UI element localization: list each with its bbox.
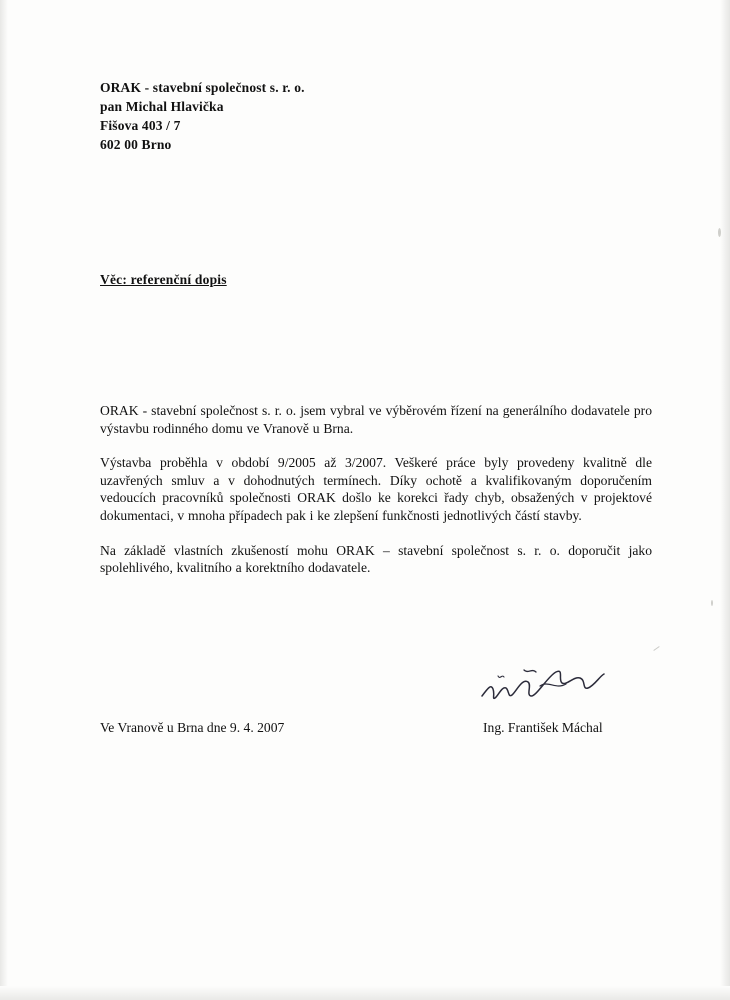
scan-speck	[711, 600, 713, 606]
addressee-line: pan Michal Hlavička	[100, 99, 224, 114]
body-paragraph: Na základě vlastních zkušeností mohu ORAK – stavební společnost s. r. o. doporučit jako spolehlivého, kvalitního a korektního dodavatele.	[100, 542, 652, 576]
addressee-line: ORAK - stavební společnost s. r. o.	[100, 80, 305, 95]
subject-line: Věc: referenční dopis	[100, 272, 227, 287]
body-paragraph: Výstavba proběhla v období 9/2005 až 3/2007. Veškeré práce byly provedeny kvalitně dle uzavřených smluv a v dohodnutých termínech. Díky ochotě a kvalifikovaným doporučením vedoucích pracovníků společnosti ORAK došlo ke korekci řady chyb, obsažených v projektové dokumentaci, v mnoha případech pak i ke zlepšení funkčnosti jednotlivých částí stavby.	[100, 455, 652, 523]
scan-edge-left	[0, 0, 8, 1000]
scan-speck	[718, 228, 721, 237]
letter-body	[100, 402, 652, 594]
body-paragraph: ORAK - stavební společnost s. r. o. jsem vybral ve výběrovém řízení na generálního dodavatele pro výstavbu rodinného domu ve Vranově u Brna.	[100, 403, 652, 436]
signer-name: Ing. František Máchal	[483, 720, 603, 735]
letter-content	[100, 0, 655, 1000]
addressee-block	[100, 78, 305, 154]
addressee-line: 602 00 Brno	[100, 137, 172, 152]
handwritten-signature-icon	[478, 662, 608, 714]
scan-edge-right	[720, 0, 730, 1000]
addressee-line: Fišova 403 / 7	[100, 118, 181, 133]
place-and-date: Ve Vranově u Brna dne 9. 4. 2007	[100, 720, 285, 735]
